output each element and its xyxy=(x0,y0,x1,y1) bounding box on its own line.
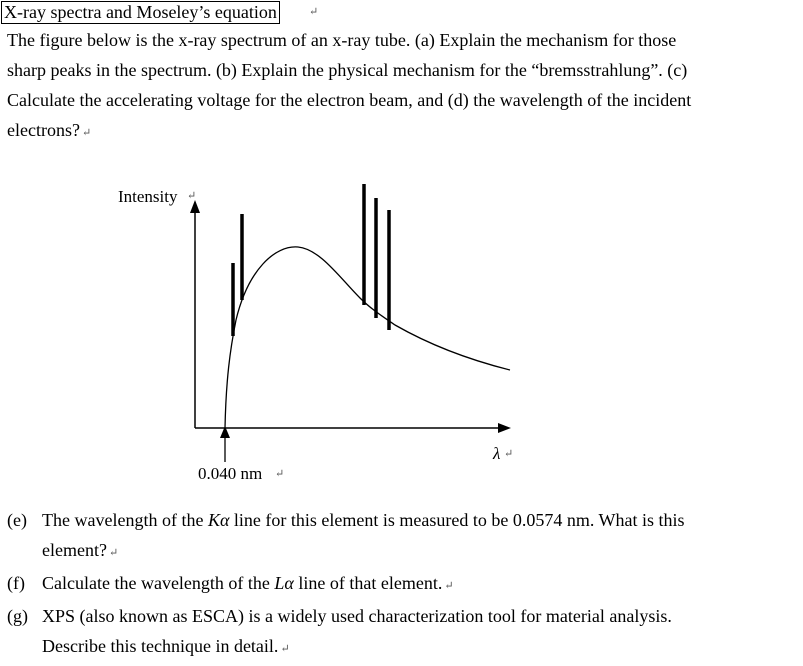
paragraph-mark-cutoff: ↵ xyxy=(275,468,285,480)
x-axis-arrowhead xyxy=(498,423,511,433)
title-text: X-ray spectra and Moseley’s equation xyxy=(4,2,277,22)
intro-line: The figure below is the x-ray spectrum of an x-ray tube. (a) Explain the mechanism for those xyxy=(7,30,677,50)
bremsstrahlung-curve xyxy=(225,247,510,428)
paragraph-mark-title: ↵ xyxy=(309,6,319,18)
question-list xyxy=(7,505,797,664)
question-text: line of that element. xyxy=(293,573,443,593)
x-axis-label: λ xyxy=(493,444,501,463)
question-text: line for this element is measured to be 0.0574 nm. What is this xyxy=(229,510,685,530)
intro-line: sharp peaks in the spectrum. (b) Explain the physical mechanism for the “bremsstrahlung”. (c) xyxy=(7,60,688,80)
paragraph-mark: ↵ xyxy=(280,643,290,655)
question-text: element? xyxy=(42,540,107,560)
paragraph-mark-intro: ↵ xyxy=(81,127,92,139)
question-text: Describe this technique in detail. xyxy=(42,636,279,656)
k-alpha-symbol: Kα xyxy=(207,510,230,530)
y-axis-label: Intensity xyxy=(118,187,178,206)
question-line xyxy=(42,505,797,535)
cutoff-wavelength-label: 0.040 nm xyxy=(198,464,263,483)
question-line xyxy=(42,568,797,601)
paragraph-mark-xlabel: ↵ xyxy=(504,448,514,460)
question-f xyxy=(7,568,797,601)
question-marker: (f) xyxy=(7,573,25,593)
paragraph-mark: ↵ xyxy=(444,580,454,592)
question-text: The wavelength of the xyxy=(42,510,208,530)
question-line: XPS (also known as ESCA) is a widely used characterization tool for material analysis. xyxy=(42,606,672,626)
question-marker: (g) xyxy=(7,606,28,626)
question-line xyxy=(42,535,797,568)
question-g xyxy=(7,601,797,664)
l-alpha-symbol: Lα xyxy=(274,573,294,593)
question-marker: (e) xyxy=(7,510,27,530)
paragraph-mark: ↵ xyxy=(108,547,119,559)
paragraph-mark-ylabel: ↵ xyxy=(187,190,197,202)
intro-line: Calculate the accelerating voltage for the electron beam, and (d) the wavelength of the incident xyxy=(7,90,692,110)
intro-line-text: electrons? xyxy=(7,120,80,140)
question-text: Calculate the wavelength of the xyxy=(42,573,275,593)
question-line xyxy=(42,631,797,664)
question-e xyxy=(7,505,797,568)
